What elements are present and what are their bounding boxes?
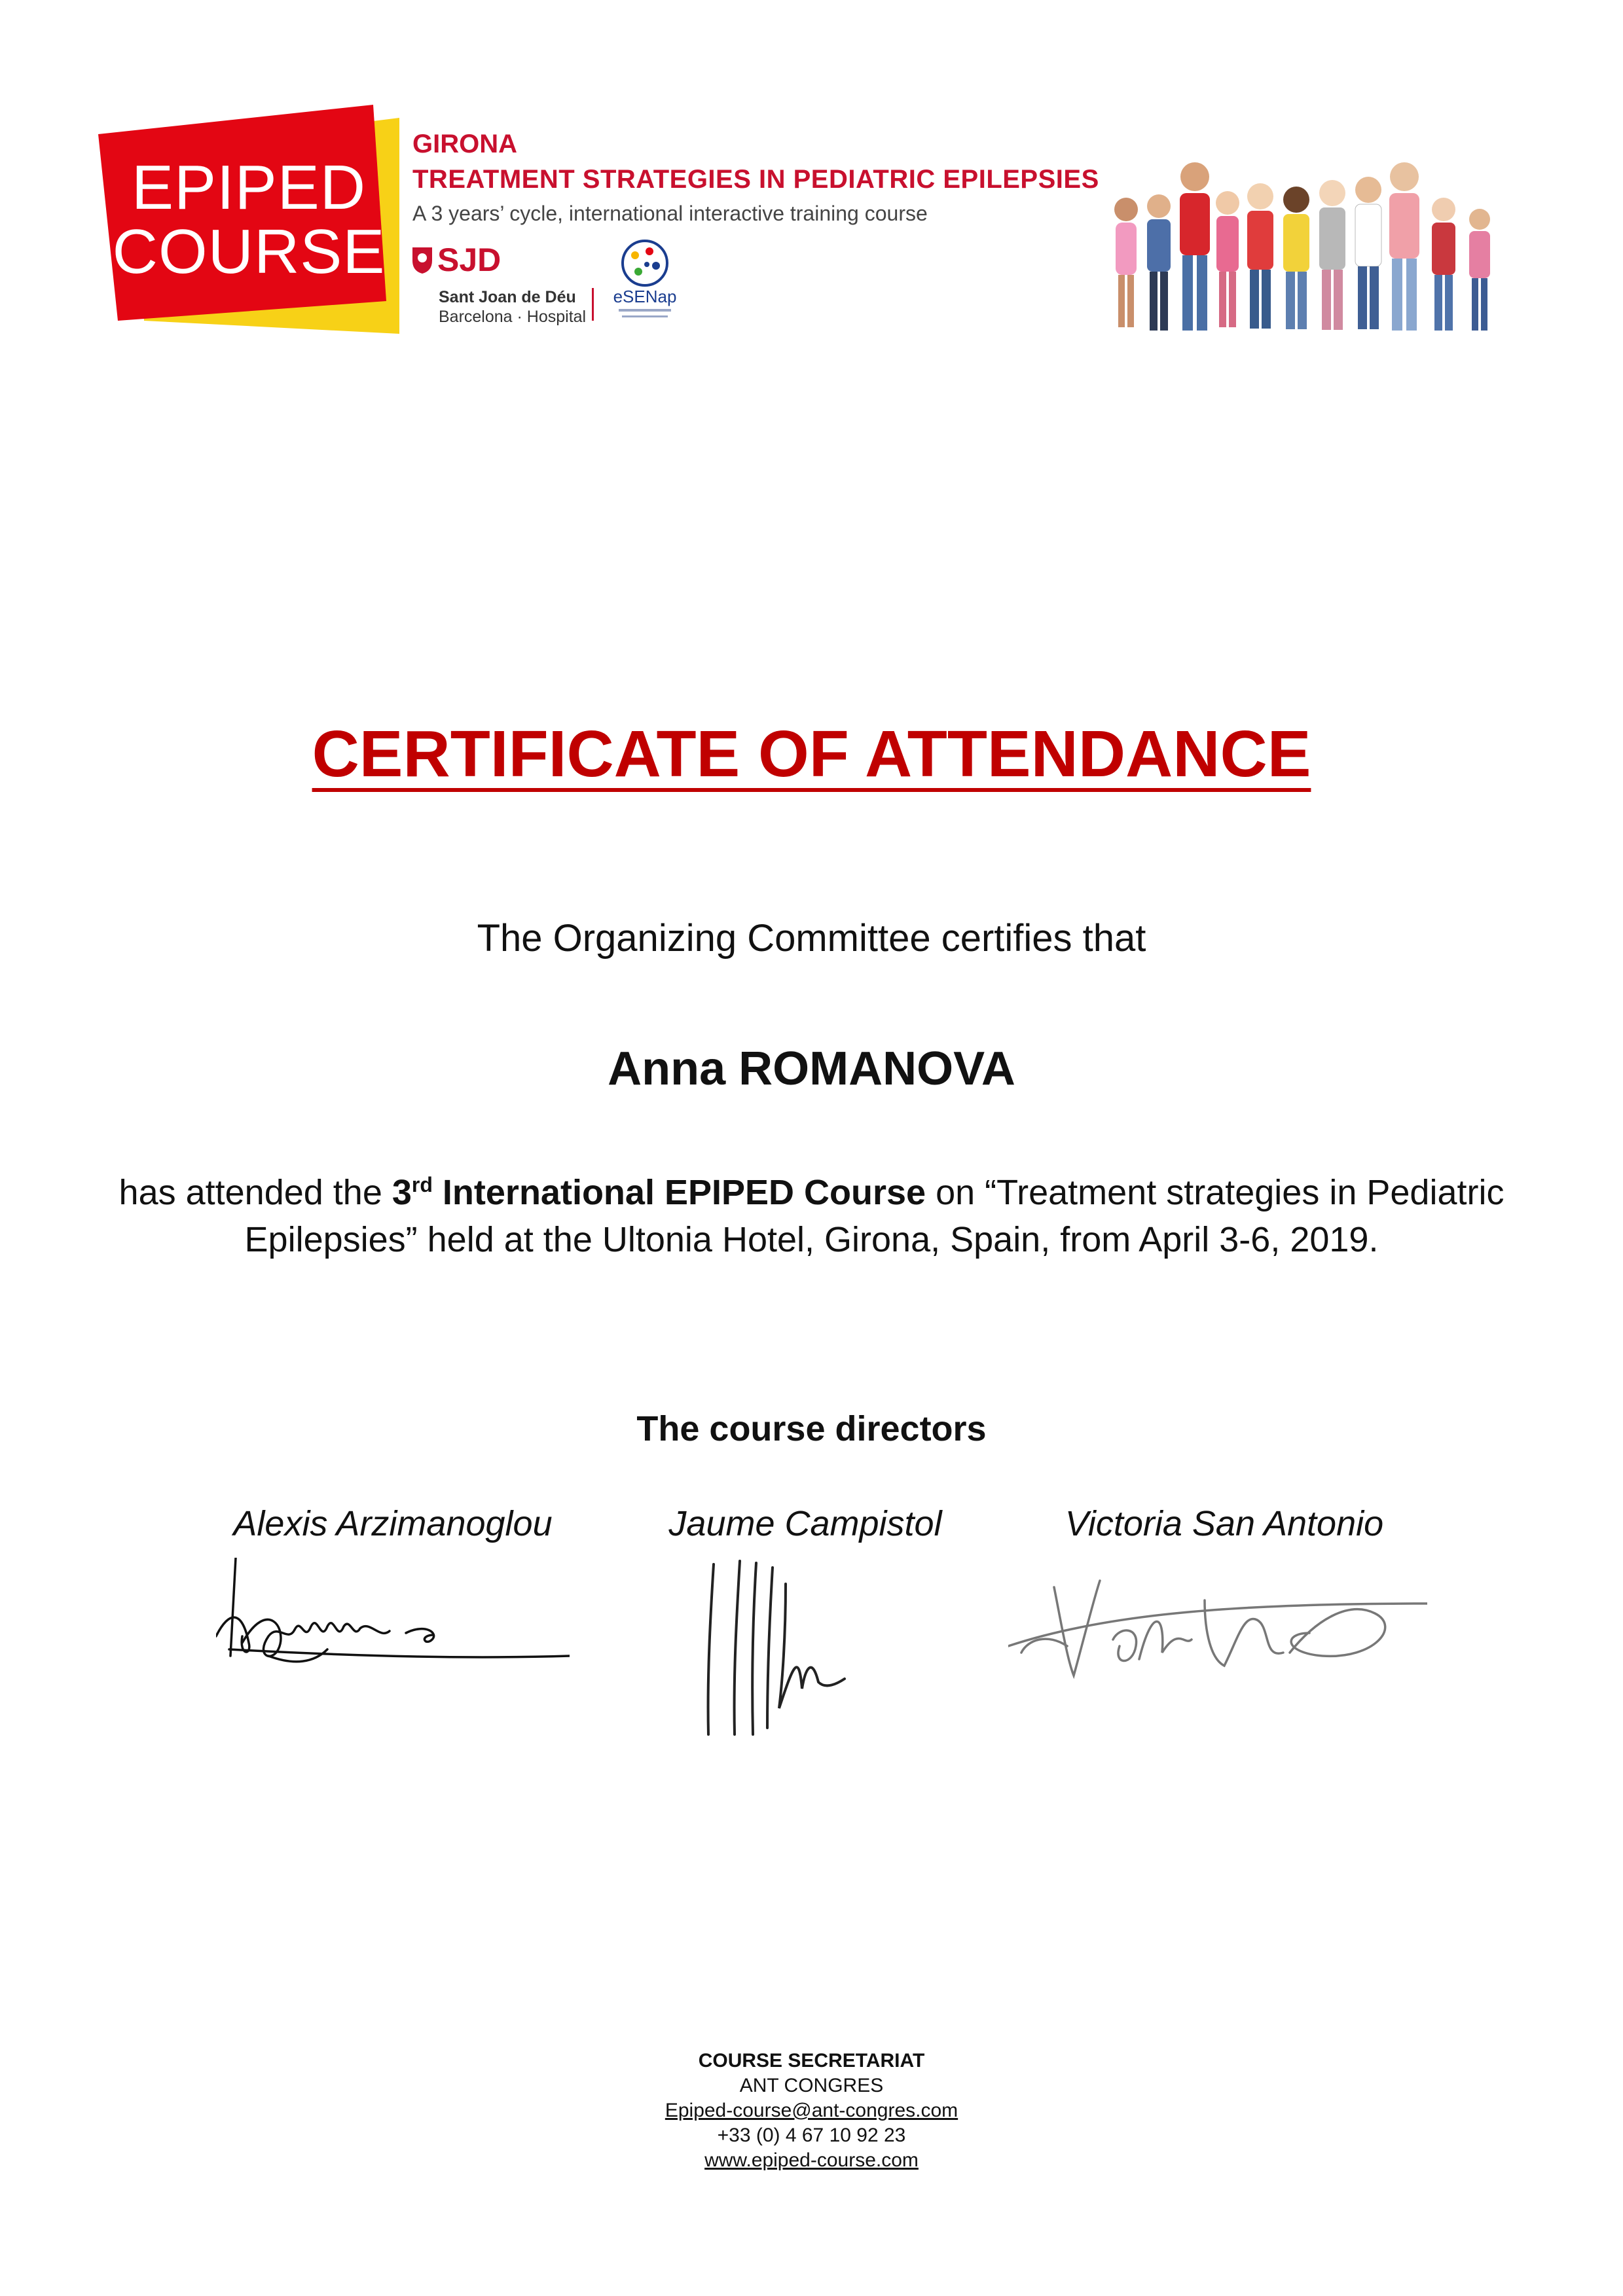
director-name-1: Alexis Arzimanoglou — [233, 1504, 553, 1543]
header-city: GIRONA — [412, 130, 517, 158]
attendance-paragraph — [105, 1169, 1518, 1263]
footer-company: ANT CONGRES — [739, 2075, 884, 2096]
esenap-logo-text: eSENap — [613, 287, 677, 306]
logo-text-container — [98, 105, 399, 334]
director-name-3: Victoria San Antonio — [1065, 1504, 1384, 1543]
signature-arzimanoglou — [216, 1558, 570, 1689]
esenap-logo — [609, 236, 681, 324]
directors-heading: The course directors — [636, 1409, 987, 1448]
sjd-abbreviation: SJD — [437, 242, 501, 278]
sjd-crest-icon — [409, 242, 435, 275]
footer-website-link[interactable]: www.epiped-course.com — [704, 2149, 919, 2171]
header-separator — [592, 288, 594, 321]
footer-email-link[interactable]: Epiped-course@ant-congres.com — [665, 2100, 958, 2121]
para-course-name: International EPIPED Course — [432, 1173, 926, 1212]
para-ordinal-suffix: rd — [411, 1173, 433, 1196]
certifies-line: The Organizing Committee certifies that — [477, 917, 1146, 960]
certificate-title: CERTIFICATE OF ATTENDANCE — [312, 717, 1311, 791]
children-group-photo — [1106, 147, 1499, 337]
para-part1: has attended the — [119, 1173, 392, 1212]
recipient-name: Anna ROMANOVA — [608, 1043, 1015, 1095]
para-part2: on “Treatment strategies in Pediatric Epilepsies” held at the Ultonia Hotel, Girona, Spain, from April 3-6, 2019. — [244, 1173, 1504, 1259]
footer-secretariat-heading: COURSE SECRETARIAT — [698, 2050, 925, 2072]
logo-text-course: COURSE — [112, 217, 386, 287]
header-course-title: TREATMENT STRATEGIES IN PEDIATRIC EPILEPSIES — [412, 165, 1099, 194]
signature-san-antonio — [1008, 1561, 1427, 1698]
footer-phone: +33 (0) 4 67 10 92 23 — [717, 2125, 906, 2146]
signature-campistol — [694, 1558, 864, 1741]
para-ordinal: 3 — [392, 1173, 412, 1212]
header-course-subtitle: A 3 years’ cycle, international interactive training course — [412, 202, 928, 225]
sjd-hospital-name: Sant Joan de Déu — [439, 288, 576, 306]
director-name-2: Jaume Campistol — [668, 1504, 942, 1543]
sjd-hospital-location: Barcelona · Hospital — [439, 308, 587, 326]
para-course-highlight — [392, 1173, 926, 1212]
logo-text-epiped: EPIPED — [131, 152, 367, 223]
